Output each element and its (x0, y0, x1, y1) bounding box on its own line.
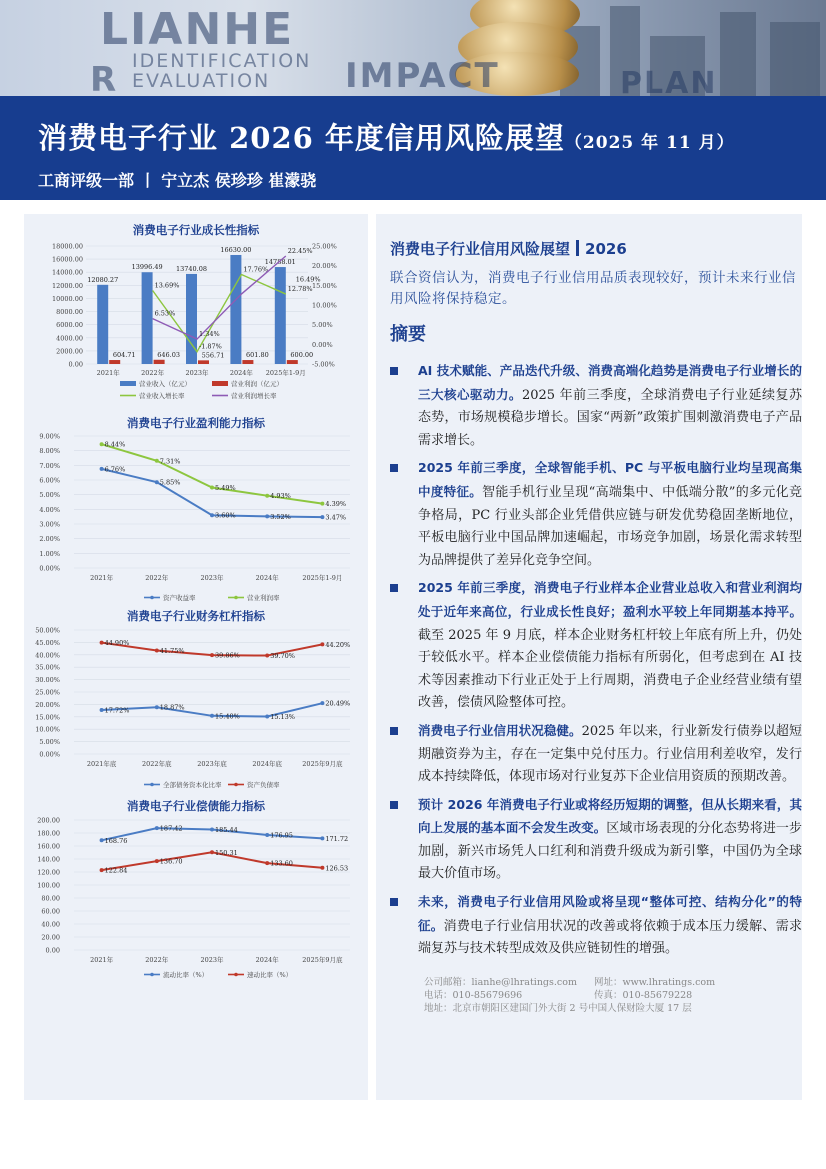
data-label: 601.80 (246, 351, 269, 360)
charts-column (24, 214, 368, 1100)
data-point (320, 502, 324, 506)
y-tick-label: 40.00 (41, 920, 60, 929)
data-point (265, 494, 269, 498)
chart-title: 消费电子行业成长性指标 (132, 223, 260, 237)
data-label: 136.70 (159, 857, 183, 866)
data-point (155, 648, 159, 652)
bullet-square (390, 367, 398, 375)
data-point (320, 866, 324, 870)
banner-photo (0, 0, 826, 96)
bullet-text: 2025 年以来，行业新发行债券以超短期融资券为主，存在一定集中兑付压力。行业信用利差收窄，发行成本持续降低，体现市场对行业复苏下企业信用资质的预期改善。 (418, 723, 802, 785)
contact-email[interactable]: 公司邮箱：lianhe@lhratings.com (424, 977, 577, 988)
y-tick-label: 5.00% (39, 491, 60, 500)
x-tick-label: 2021年 (90, 574, 114, 582)
data-point (210, 513, 214, 517)
data-label: 39.86% (215, 651, 240, 660)
data-point (320, 836, 324, 840)
data-label: 17.76% (243, 265, 269, 274)
y2-tick-label: 25.00% (312, 242, 337, 251)
data-point (320, 642, 324, 646)
y2-tick-label: 15.00% (312, 281, 337, 290)
chart-profitability-plot (24, 428, 368, 606)
list-item (386, 720, 802, 789)
legend-label: 速动比率（%） (247, 971, 293, 979)
bullet-lead: 未来，消费电子行业信用风险或将呈现“整体可控、结构分化”的特征。 (418, 894, 802, 933)
bullet-text: 区域市场表现的分化态势将进一步加剧，新兴市场凭人口红利和消费升级成为新引擎，中国仍为全球最大价值市场。 (418, 821, 802, 882)
authors-line: 工商评级一部 丨 宁立杰 侯珍珍 崔濛骁 (38, 171, 317, 190)
x-tick-label: 2025年9月底 (302, 760, 343, 768)
bullet-text: 消费电子行业信用状况的改善或将依赖于成本压力缓解、需求端复苏与技术转型成效及供应链韧性的增强。 (418, 918, 802, 957)
y-tick-label: 45.00% (35, 638, 60, 647)
y-tick-label: 7.00% (39, 461, 60, 470)
data-label: 17.72% (104, 706, 130, 715)
y-tick-label: 40.00% (35, 651, 60, 660)
y-tick-label: 9.00% (39, 432, 60, 441)
bar (154, 360, 165, 364)
y2-tick-label: 20.00% (312, 262, 337, 271)
chart-leverage (24, 604, 368, 796)
bar (109, 360, 120, 364)
data-point (210, 653, 214, 657)
y-tick-label: 5.00% (39, 738, 60, 747)
y-tick-label: 0.00% (39, 564, 60, 573)
data-label: -1.87% (199, 342, 222, 351)
section-heading-text: 消费电子行业信用风险展望 (390, 240, 571, 258)
data-label: 41.75% (159, 646, 185, 655)
y-tick-label: 12000.00 (51, 281, 83, 290)
data-label: 185.44 (215, 825, 238, 834)
abstract-title: 摘要 (390, 324, 426, 345)
data-point (100, 708, 104, 712)
y-tick-label: 16000.00 (51, 255, 83, 264)
data-label: 5.49% (215, 483, 236, 492)
data-point (210, 714, 214, 718)
chart-growth-plot (24, 236, 368, 412)
section-heading (390, 238, 627, 259)
x-tick-label: 2025年9月底 (302, 956, 343, 964)
legend-marker (150, 596, 154, 600)
y-tick-label: 2000.00 (56, 347, 83, 356)
data-label: 5.85% (159, 478, 181, 487)
contact-phone: 电话：010-85679696 (424, 990, 523, 1001)
contact-address: 地址：北京市朝阳区建国门外大街 2 号中国人保财险大厦 17 层 (424, 1003, 692, 1014)
data-point (265, 514, 269, 518)
data-point (155, 705, 159, 709)
bullet-lead: 消费电子行业信用状况稳健。 (418, 722, 582, 738)
data-point (265, 833, 269, 837)
data-label: 16.49% (295, 275, 321, 284)
chart-title: 消费电子行业盈利能力指标 (127, 416, 265, 430)
x-tick-label: 2021年 (90, 956, 114, 964)
chart-solvency (24, 794, 368, 984)
x-tick-label: 2024年 (229, 369, 253, 377)
y-tick-label: 160.00 (37, 842, 60, 851)
bar (198, 360, 209, 364)
bar (142, 272, 153, 364)
y-tick-label: 10.00% (35, 725, 60, 734)
data-label: 14788.01 (264, 258, 296, 267)
data-label: 3.60% (215, 511, 236, 520)
bullet-lead: 2025 年前三季度，消费电子行业样本企业营业总收入和营业利润均处于近年来高位，行业成长性良好；盈利水平较上年同期基本持平。 (418, 580, 802, 619)
bar (287, 360, 298, 364)
bullet-text: 智能手机行业呈现“高端集中、中低端分散”的多元化竞争格局，PC 行业头部企业凭借供应链与研发优势稳固垄断地位，平板电脑行业中国品牌加速崛起，市场竞争加剧，场景化需求转型为品牌提供了差异化竞争空间。 (418, 484, 802, 568)
data-point (100, 838, 104, 842)
x-tick-label: 2024年 (255, 956, 279, 964)
x-tick-label: 2025年1-9月 (302, 574, 343, 582)
x-tick-label: 2022年 (141, 369, 165, 377)
y-tick-label: 0.00% (39, 750, 60, 759)
y-tick-label: 4000.00 (56, 334, 83, 343)
data-point (155, 859, 159, 863)
chart-title: 消费电子行业偿债能力指标 (127, 799, 265, 813)
x-tick-label: 2023年 (185, 369, 209, 377)
data-point (265, 714, 269, 718)
bar (230, 255, 241, 364)
data-label: 13740.08 (175, 264, 208, 273)
data-point (100, 442, 104, 446)
legend-label: 营业利润增长率 (231, 392, 277, 400)
x-tick-label: 2023年底 (197, 760, 227, 768)
page-title (38, 116, 735, 157)
y-tick-label: 60.00 (41, 907, 60, 916)
data-label: 133.60 (270, 859, 293, 868)
legend-label: 资产负债率 (247, 781, 280, 789)
x-tick-label: 2022年 (145, 574, 169, 582)
x-tick-label: 2021年 (96, 369, 120, 377)
legend-label: 营业利润（亿元） (231, 380, 283, 388)
legend-swatch (212, 381, 228, 386)
bar (242, 360, 253, 364)
data-label: 44.90% (104, 639, 130, 648)
data-point (210, 485, 214, 489)
legend-marker (234, 783, 238, 787)
chart-solvency-plot (24, 812, 368, 982)
y-tick-label: 8000.00 (56, 308, 83, 317)
legend-label: 流动比率（%） (163, 971, 209, 979)
y2-tick-label: 10.00% (312, 301, 337, 310)
data-label: 600.00 (290, 351, 314, 360)
y-tick-label: 20.00% (35, 700, 60, 709)
data-label: 12080.27 (87, 275, 119, 284)
bullet-square (390, 898, 398, 906)
contact-info (424, 976, 715, 1015)
data-point (155, 826, 159, 830)
y-tick-label: 100.00 (37, 881, 60, 890)
bullet-text: 截至 2025 年 9 月底，样本企业财务杠杆较上年底有所上升，仍处于较低水平。样本企业偿债能力指标有所弱化，但考虑到在 AI 技术等因素推动下行业正处于上行周期，消费电子企业经营业绩有望改善，偿债风险整体可控。 (418, 627, 802, 711)
banner-word: R (90, 60, 119, 96)
chart-title: 消费电子行业财务杠杆指标 (127, 609, 265, 623)
data-label: 22.45% (287, 247, 313, 256)
x-tick-label: 2024年底 (252, 760, 282, 768)
banner-building (720, 12, 756, 96)
list-item (386, 794, 802, 886)
legend-marker (234, 973, 238, 977)
data-label: 4.39% (325, 500, 347, 509)
data-label: 168.76 (104, 836, 128, 845)
y-tick-label: 10000.00 (51, 294, 83, 303)
y-tick-label: 14000.00 (51, 268, 83, 277)
bar (275, 267, 286, 364)
legend-label: 全部债务资本化比率 (163, 781, 222, 789)
contact-fax: 传真：010-85679228 (594, 990, 693, 1001)
bullet-square (390, 464, 398, 472)
chart-leverage-plot (24, 622, 368, 794)
y-tick-label: 50.00% (35, 626, 60, 635)
data-label: 6.76% (104, 465, 126, 474)
legend-label: 资产收益率 (163, 594, 196, 602)
bullet-square (390, 727, 398, 735)
list-item (386, 360, 802, 452)
data-label: 604.71 (112, 351, 136, 360)
heading-divider (576, 240, 579, 256)
title-date: （2025 年 11 月） (564, 133, 735, 153)
y-tick-label: 0.00 (68, 360, 83, 369)
y-tick-label: 120.00 (37, 868, 60, 877)
text-column (376, 214, 802, 1100)
chart-profitability (24, 410, 368, 608)
data-point (155, 480, 159, 484)
data-label: 8.44% (104, 440, 126, 449)
data-label: 12.78% (287, 285, 313, 294)
data-label: 150.31 (215, 848, 238, 857)
data-point (320, 515, 324, 519)
data-label: 1.34% (199, 330, 220, 339)
bullet-text: 2025 年前三季度，全球消费电子行业延续复苏态势，市场规模稳步增长。国家“两新”政策扩围刺激消费电子产品需求增长。 (418, 387, 802, 448)
banner-word: IDENTIFICATION (132, 50, 312, 72)
data-point (320, 701, 324, 705)
data-label: 3.47% (325, 513, 347, 522)
data-label: 44.20% (325, 640, 351, 649)
data-label: 126.53 (325, 864, 349, 873)
bullet-lead: AI 技术赋能、产品迭代升级、消费高端化趋势是消费电子行业增长的三大核心驱动力。 (418, 363, 802, 402)
banner-word: PLAN (620, 66, 718, 96)
chart-growth (24, 214, 368, 414)
section-heading-year: 2026 (585, 240, 627, 258)
bullet-square (390, 801, 398, 809)
data-label: 4.93% (270, 492, 291, 501)
data-label: 15.40% (215, 712, 240, 721)
y-tick-label: 0.00 (45, 946, 60, 955)
data-label: 7.31% (159, 457, 181, 466)
contact-website[interactable]: 网址：www.lhratings.com (594, 977, 716, 988)
y2-tick-label: 0.00% (312, 340, 333, 349)
x-tick-label: 2022年 (145, 956, 169, 964)
data-label: 187.42 (159, 824, 183, 833)
data-label: 18.87% (159, 703, 185, 712)
y-tick-label: 1.00% (39, 549, 60, 558)
y-tick-label: 35.00% (35, 663, 60, 672)
y2-tick-label: 5.00% (312, 321, 333, 330)
data-point (155, 459, 159, 463)
banner-word: IMPACT (345, 56, 500, 96)
data-point (265, 654, 269, 658)
y-tick-label: 25.00% (35, 688, 60, 697)
x-tick-label: 2023年 (200, 574, 224, 582)
y-tick-label: 180.00 (37, 829, 60, 838)
data-point (100, 467, 104, 471)
y-tick-label: 140.00 (37, 855, 60, 864)
legend-label: 营业利润率 (247, 594, 280, 602)
legend-marker (234, 596, 238, 600)
y-tick-label: 18000.00 (51, 242, 83, 251)
summary-text: 联合资信认为，消费电子行业信用品质表现较好，预计未来行业信用风险将保持稳定。 (390, 270, 796, 307)
data-label: 15.13% (270, 712, 295, 721)
bullet-lead: 预计 2026 年消费电子行业或将经历短期的调整，但从长期来看，其向上发展的基本面不会发生改变。 (418, 796, 802, 836)
bullet-lead: 2025 年前三季度，全球智能手机、PC 与平板电脑行业均呈现高集中度特征。 (418, 460, 802, 499)
y-tick-label: 6000.00 (56, 321, 83, 330)
data-label: 3.52% (270, 512, 291, 521)
data-label: 646.03 (157, 350, 180, 359)
x-tick-label: 2023年 (200, 956, 224, 964)
data-label: 13996.49 (131, 263, 163, 272)
y-tick-label: 2.00% (39, 535, 60, 544)
data-point (100, 868, 104, 872)
banner-word: LIANHE (100, 4, 295, 55)
bullet-square (390, 584, 398, 592)
x-tick-label: 2024年 (255, 574, 279, 582)
y-tick-label: 8.00% (39, 447, 60, 456)
x-tick-label: 2021年底 (86, 760, 117, 768)
abstract-list (386, 360, 802, 966)
data-label: 176.95 (270, 831, 293, 840)
list-item (386, 457, 802, 572)
y-tick-label: 200.00 (37, 816, 60, 825)
legend-marker (150, 783, 154, 787)
y-tick-label: 4.00% (39, 505, 60, 514)
title-text: 消费电子行业 2026 年度信用风险展望 (38, 121, 565, 155)
y-tick-label: 30.00% (35, 676, 60, 685)
y-tick-label: 6.00% (39, 476, 60, 485)
data-label: 556.71 (201, 351, 225, 360)
bar (97, 285, 108, 364)
data-label: 13.69% (154, 281, 180, 290)
legend-label: 营业收入增长率 (139, 392, 185, 400)
banner-building (770, 22, 820, 96)
legend-label: 营业收入（亿元） (139, 380, 191, 388)
data-point (210, 850, 214, 854)
data-label: 171.72 (325, 834, 349, 843)
legend-swatch (120, 381, 136, 386)
data-point (100, 641, 104, 645)
y-tick-label: 3.00% (39, 520, 60, 529)
x-tick-label: 2022年底 (142, 760, 172, 768)
list-item (386, 577, 802, 715)
data-label: 122.84 (104, 866, 128, 875)
banner-word: EVALUATION (132, 70, 271, 92)
data-label: 6.53% (154, 309, 176, 318)
data-label: 20.49% (325, 699, 351, 708)
y-tick-label: 20.00 (41, 933, 60, 942)
x-tick-label: 2025年1-9月 (265, 369, 306, 377)
data-label: 39.70% (270, 652, 295, 661)
y2-tick-label: -5.00% (312, 360, 335, 369)
list-item (386, 891, 802, 961)
data-point (210, 827, 214, 831)
y-tick-label: 15.00% (35, 713, 60, 722)
legend-marker (150, 973, 154, 977)
data-label: 16630.00 (220, 245, 252, 254)
y-tick-label: 80.00 (41, 894, 60, 903)
data-point (265, 861, 269, 865)
